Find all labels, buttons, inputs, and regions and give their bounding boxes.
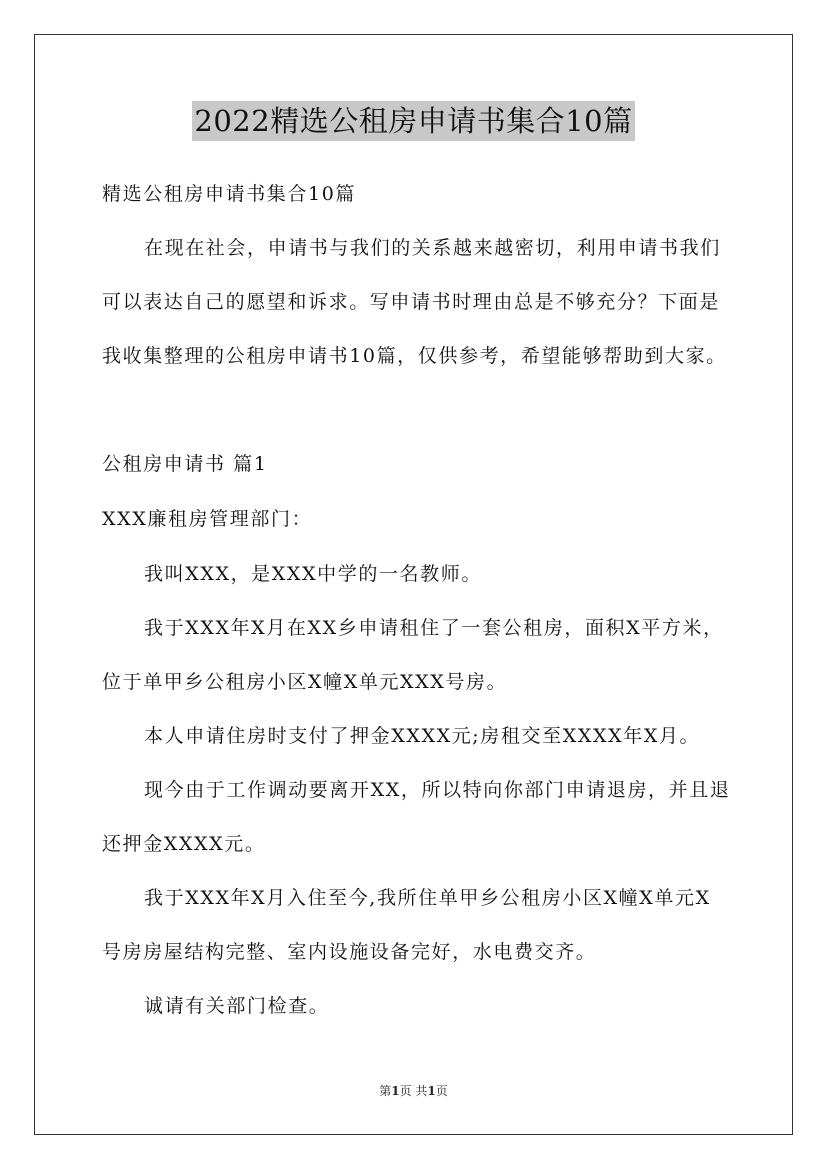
intro-paragraph-line: 在现在社会，申请书与我们的关系越来越密切，利用申请书我们 xyxy=(144,237,721,259)
intro-paragraph-line: 我收集整理的公租房申请书10篇，仅供参考，希望能够帮助到大家。 xyxy=(102,345,727,367)
page-footer xyxy=(0,1083,827,1099)
title-container xyxy=(0,101,827,141)
body-line: 位于单甲乡公租房小区X幢X单元XXX号房。 xyxy=(102,671,508,693)
footer-page-suffix: 页 xyxy=(435,1084,448,1098)
footer-page-prefix: 第 xyxy=(379,1084,392,1098)
body-line: 我于XXX年X月入住至今,我所住单甲乡公租房小区X幢X单元X xyxy=(144,887,711,909)
section-heading: 公租房申请书 篇1 xyxy=(102,453,268,475)
body-line: 我叫XXX，是XXX中学的一名教师。 xyxy=(144,563,482,585)
intro-paragraph-line: 可以表达自己的愿望和诉求。写申请书时理由总是不够充分？下面是 xyxy=(102,291,721,313)
footer-page-current: 1 xyxy=(391,1084,400,1098)
document-title: 2022精选公租房申请书集合10篇 xyxy=(192,101,634,141)
body-line: 我于XXX年X月在XX乡申请租住了一套公租房，面积X平方米， xyxy=(144,617,724,639)
footer-page-total: 1 xyxy=(427,1084,436,1098)
body-line: 诚请有关部门检查。 xyxy=(144,995,330,1017)
body-line: 现今由于工作调动要离开XX，所以特向你部门申请退房，并且退 xyxy=(144,779,731,801)
body-line: 号房房屋结构完整、室内设施设备完好，水电费交齐。 xyxy=(102,941,597,963)
body-line: 本人申请住房时支付了押金XXXX元;房租交至XXXX年X月。 xyxy=(144,725,701,747)
body-line: 还押金XXXX元。 xyxy=(102,833,266,855)
document-subtitle: 精选公租房申请书集合10篇 xyxy=(102,183,356,205)
salutation: XXX廉租房管理部门： xyxy=(102,508,313,530)
footer-page-mid: 页 共 xyxy=(399,1084,428,1098)
